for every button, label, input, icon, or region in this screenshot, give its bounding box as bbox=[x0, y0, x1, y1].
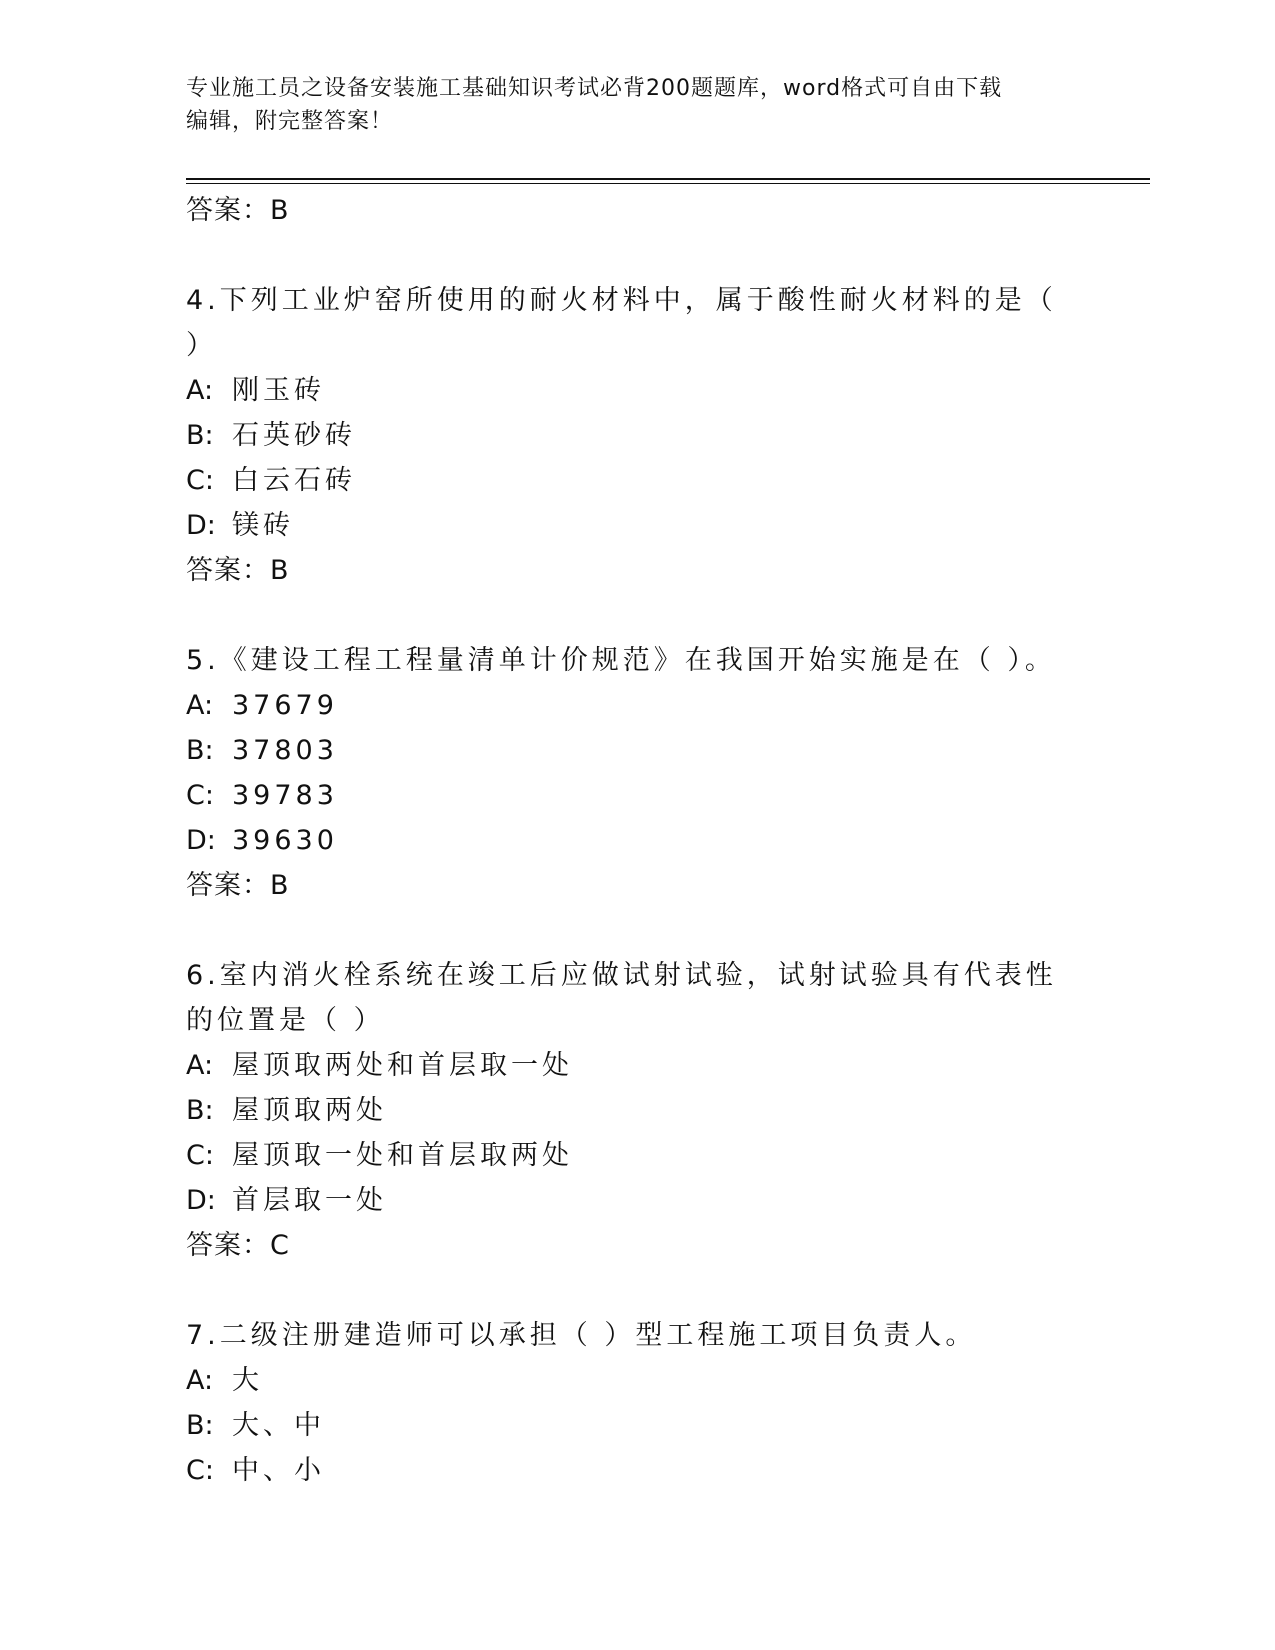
option-label: A: bbox=[186, 1050, 214, 1081]
option-text: 镁砖 bbox=[232, 510, 294, 541]
option-text: 39630 bbox=[232, 825, 338, 856]
option-label: D: bbox=[186, 1185, 216, 1216]
option-label: C: bbox=[186, 1140, 214, 1171]
question-text: 5.《建设工程工程量清单计价规范》在我国开始实施是在（ ）。 bbox=[186, 645, 1056, 676]
option-c bbox=[186, 458, 1086, 503]
question-text: 7.二级注册建造师可以承担（ ）型工程施工项目负责人。 bbox=[186, 1320, 977, 1351]
answer-line: 答案：B bbox=[186, 555, 290, 586]
option-a bbox=[186, 683, 1086, 728]
option-label: A: bbox=[186, 690, 214, 721]
option-a bbox=[186, 368, 1086, 413]
question-item bbox=[186, 1313, 1086, 1493]
option-b bbox=[186, 1088, 1086, 1133]
option-text: 石英砂砖 bbox=[232, 420, 356, 451]
answer-line: 答案：C bbox=[186, 1230, 290, 1261]
option-text: 37803 bbox=[232, 735, 338, 766]
option-text: 大、中 bbox=[232, 1410, 325, 1441]
option-label: B: bbox=[186, 735, 214, 766]
option-label: B: bbox=[186, 1410, 214, 1441]
question-item bbox=[186, 953, 1086, 1268]
option-text: 屋顶取两处和首层取一处 bbox=[232, 1050, 573, 1081]
option-label: A: bbox=[186, 1365, 214, 1396]
option-a bbox=[186, 1043, 1086, 1088]
option-label: B: bbox=[186, 420, 214, 451]
option-label: A: bbox=[186, 375, 214, 406]
option-label: C: bbox=[186, 780, 214, 811]
answer-line: 答案：B bbox=[186, 195, 290, 226]
document-header bbox=[186, 72, 1066, 138]
option-d bbox=[186, 1178, 1086, 1223]
option-text: 首层取一处 bbox=[232, 1185, 387, 1216]
option-b bbox=[186, 1403, 1086, 1448]
option-label: D: bbox=[186, 510, 216, 541]
option-label: C: bbox=[186, 1455, 214, 1486]
option-text: 刚玉砖 bbox=[232, 375, 325, 406]
option-text: 39783 bbox=[232, 780, 338, 811]
question-item bbox=[186, 638, 1086, 908]
option-b bbox=[186, 728, 1086, 773]
option-text: 屋顶取一处和首层取两处 bbox=[232, 1140, 573, 1171]
option-label: C: bbox=[186, 465, 214, 496]
header-line-1: 专业施工员之设备安装施工基础知识考试必背200题题库，word格式可自由下载 bbox=[186, 76, 1003, 101]
option-label: D: bbox=[186, 825, 216, 856]
question-text: 6.室内消火栓系统在竣工后应做试射试验，试射试验具有代表性的位置是（ ） bbox=[186, 960, 1057, 1036]
question-list bbox=[186, 188, 1086, 1493]
option-a bbox=[186, 1358, 1086, 1403]
question-item bbox=[186, 278, 1086, 593]
option-d bbox=[186, 503, 1086, 548]
option-text: 大 bbox=[232, 1365, 263, 1396]
question-text: 4.下列工业炉窑所使用的耐火材料中，属于酸性耐火材料的是（ ） bbox=[186, 285, 1057, 361]
answer-line: 答案：B bbox=[186, 870, 290, 901]
header-divider-thin bbox=[186, 183, 1150, 184]
option-d bbox=[186, 818, 1086, 863]
option-text: 屋顶取两处 bbox=[232, 1095, 387, 1126]
option-text: 中、小 bbox=[232, 1455, 325, 1486]
option-b bbox=[186, 413, 1086, 458]
option-c bbox=[186, 773, 1086, 818]
header-line-2: 编辑，附完整答案！ bbox=[186, 109, 394, 134]
option-c bbox=[186, 1448, 1086, 1493]
option-c bbox=[186, 1133, 1086, 1178]
option-text: 白云石砖 bbox=[232, 465, 356, 496]
option-label: B: bbox=[186, 1095, 214, 1126]
option-text: 37679 bbox=[232, 690, 338, 721]
header-divider bbox=[186, 178, 1150, 180]
